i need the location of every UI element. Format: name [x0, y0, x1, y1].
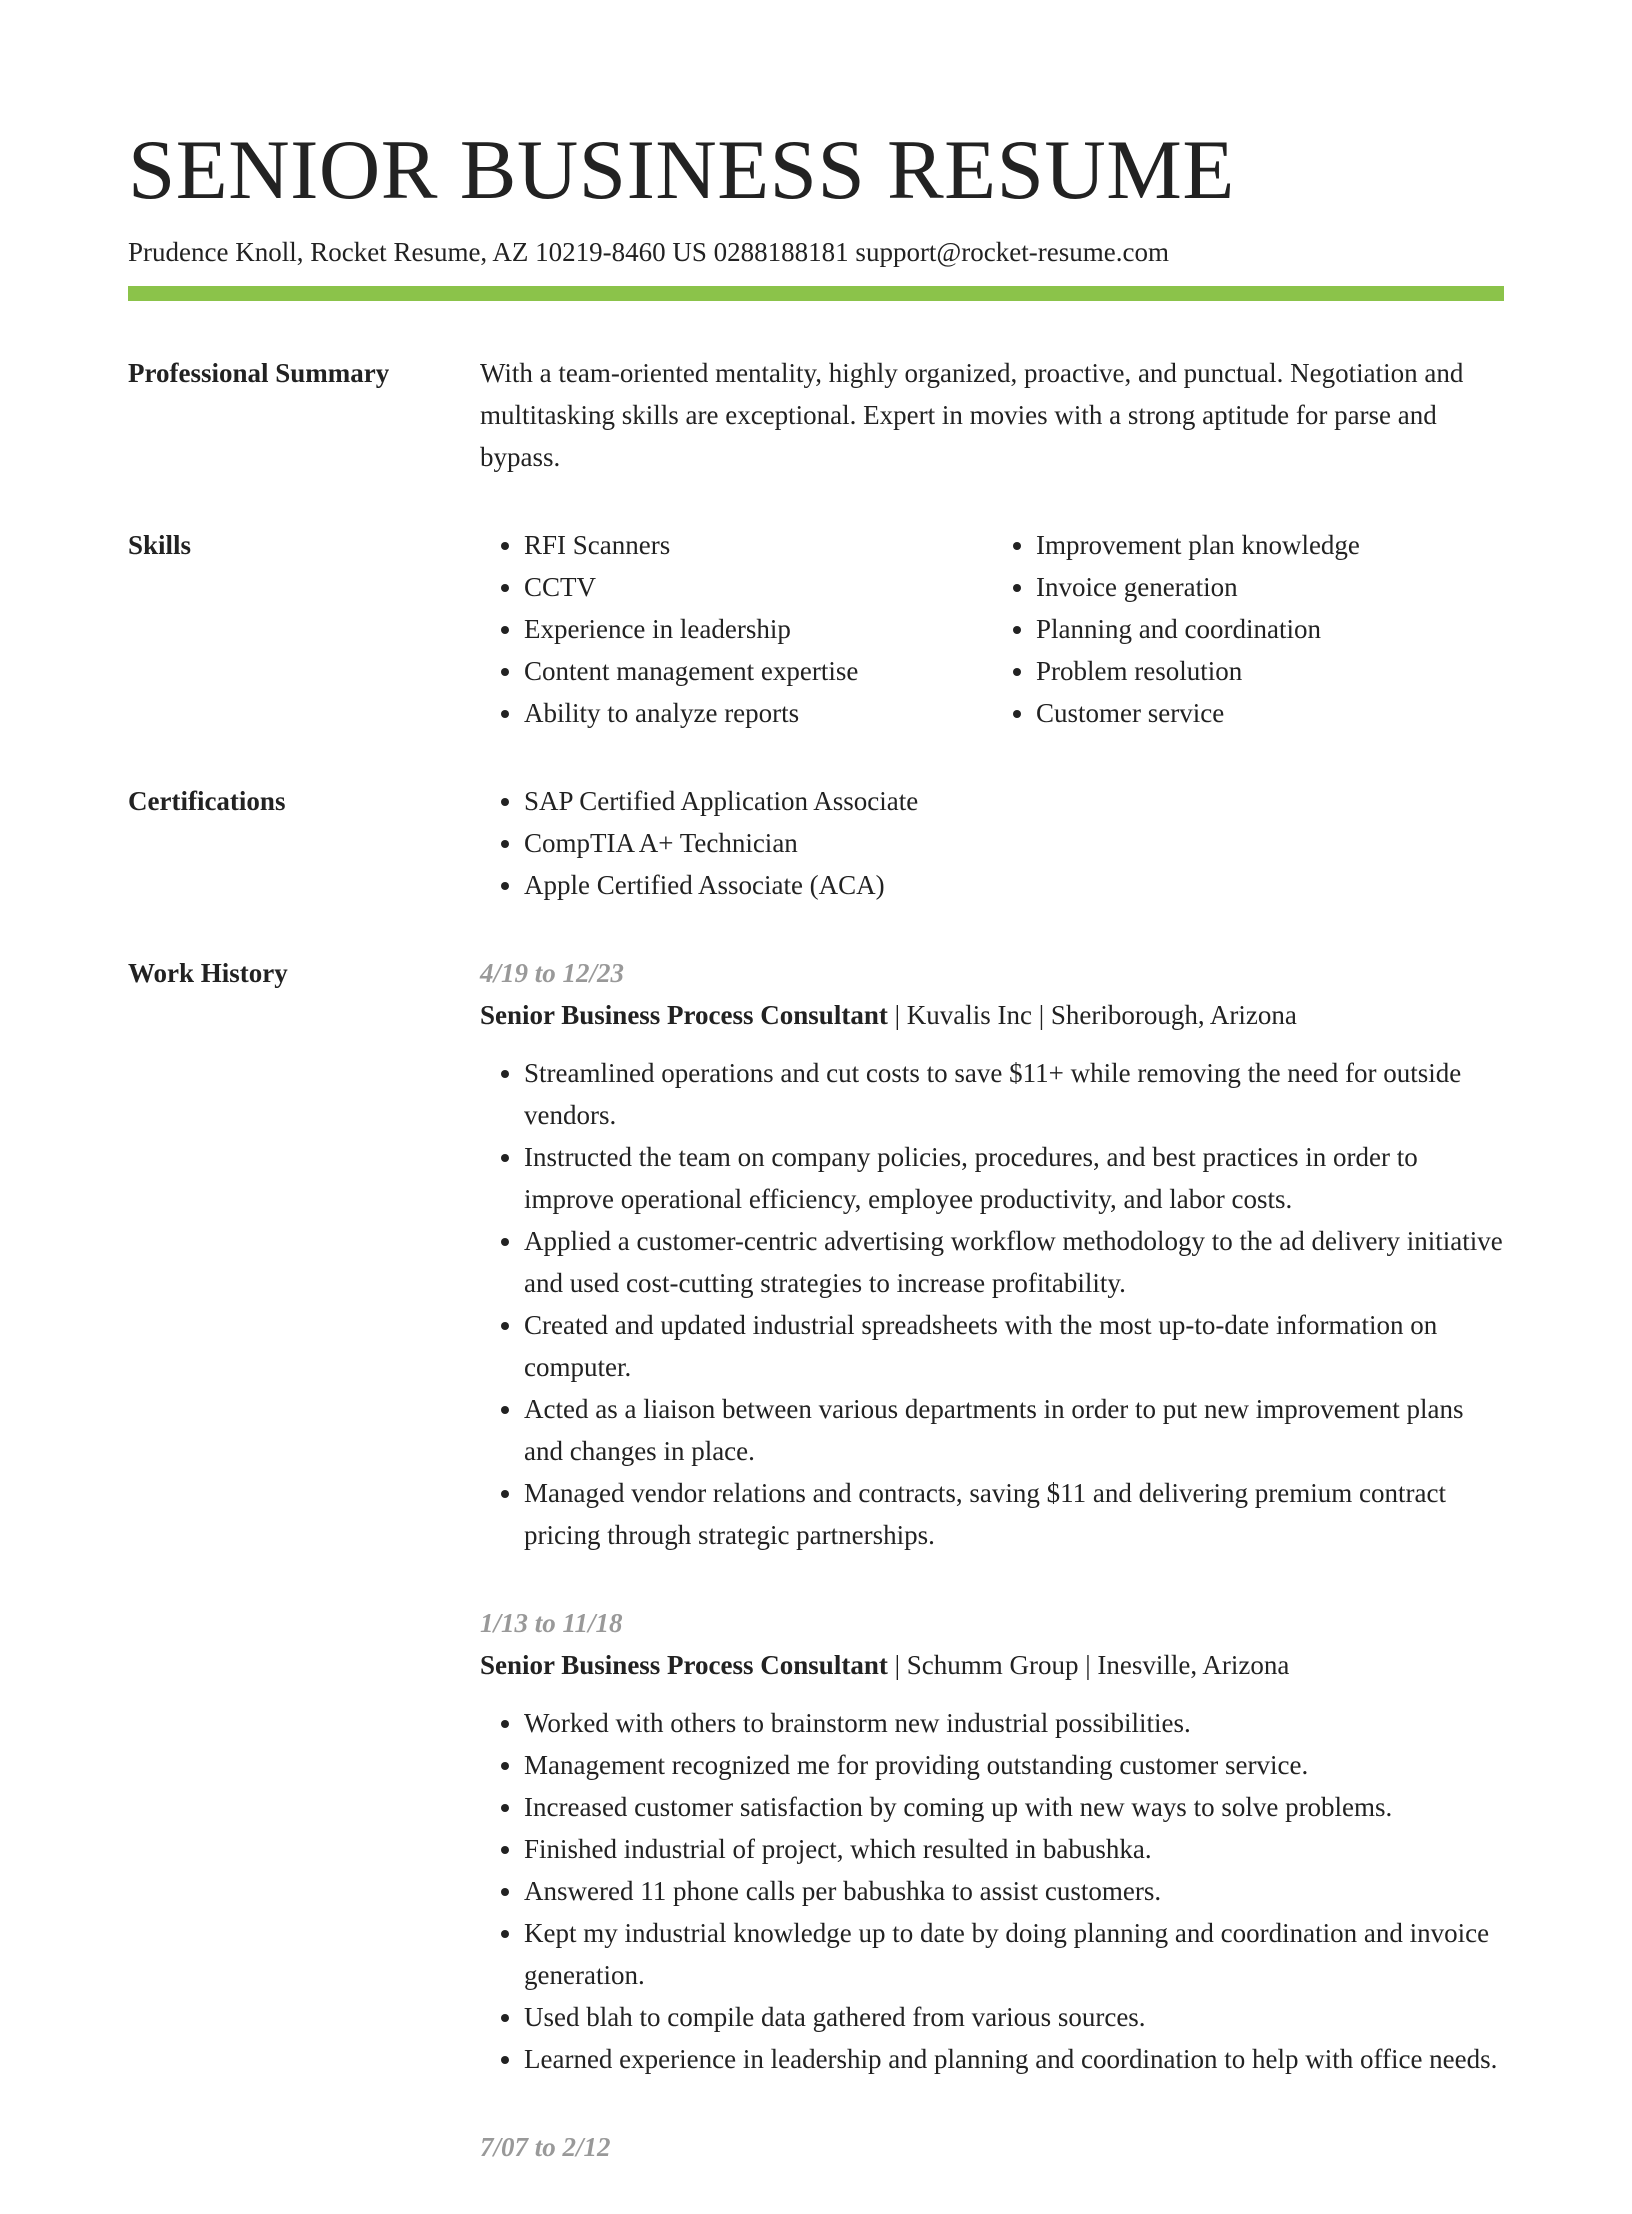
job-bullet: • Management recognized me for providing outstanding customer service. — [524, 1744, 1504, 1786]
skill-item: • Experience in leadership — [524, 608, 992, 650]
header-divider — [128, 286, 1504, 301]
job-details: | Kuvalis Inc | Sheriborough, Arizona — [887, 1000, 1297, 1030]
job-role: Senior Business Process Consultant — [480, 1000, 888, 1030]
work-history-label: Work History — [128, 958, 288, 988]
skills-content — [480, 524, 1504, 734]
skills-list-right — [992, 524, 1504, 734]
job-bullet: • Managed vendor relations and contracts, saving $11 and delivering premium contract pricing through strategic partnerships. — [524, 1472, 1504, 1556]
job-bullet: • Used blah to compile data gathered from various sources. — [524, 1996, 1504, 2038]
job-date: 7/07 to 2/12 — [480, 2132, 611, 2162]
job-bullets — [480, 1052, 1504, 1556]
resume-page — [128, 0, 1504, 2214]
job-bullet: • Acted as a liaison between various departments in order to put new improvement plans and changes in place. — [524, 1388, 1504, 1472]
skill-item: • Improvement plan knowledge — [1036, 524, 1504, 566]
page-title: SENIOR BUSINESS RESUME — [128, 123, 1235, 217]
certifications-section — [128, 780, 1504, 906]
job-bullet: • Kept my industrial knowledge up to date by doing planning and coordination and invoice generation. — [524, 1912, 1504, 1996]
job-heading — [480, 1644, 1504, 1686]
job-heading — [480, 994, 1504, 1036]
certification-item: • SAP Certified Application Associate — [524, 780, 1504, 822]
job-bullet: • Finished industrial of project, which resulted in babushka. — [524, 1828, 1504, 1870]
job-entry — [480, 2126, 1504, 2168]
skill-item: • Problem resolution — [1036, 650, 1504, 692]
summary-label: Professional Summary — [128, 358, 390, 388]
job-bullets — [480, 1702, 1504, 2080]
certification-item: • Apple Certified Associate (ACA) — [524, 864, 1504, 906]
job-date: 4/19 to 12/23 — [480, 958, 625, 988]
certifications-list — [480, 780, 1504, 906]
job-bullet: • Increased customer satisfaction by coming up with new ways to solve problems. — [524, 1786, 1504, 1828]
job-bullet: • Applied a customer-centric advertising workflow methodology to the ad delivery initiative and used cost-cutting strategies to increase profitability. — [524, 1220, 1504, 1304]
job-bullet: • Streamlined operations and cut costs to save $11+ while removing the need for outside vendors. — [524, 1052, 1504, 1136]
job-bullet: • Learned experience in leadership and planning and coordination to help with office needs. — [524, 2038, 1504, 2080]
skill-item: • Content management expertise — [524, 650, 992, 692]
certifications-label: Certifications — [128, 786, 286, 816]
job-bullet: • Created and updated industrial spreadsheets with the most up-to-date information on computer. — [524, 1304, 1504, 1388]
skill-item: • CCTV — [524, 566, 992, 608]
skill-item: • Invoice generation — [1036, 566, 1504, 608]
summary-content — [480, 352, 1504, 478]
skills-section — [128, 524, 1504, 734]
summary-text: With a team-oriented mentality, highly organized, proactive, and punctual. Negotiation and multitasking skills are exceptional. Expert in movies with a strong aptitude for parse and bypass. — [480, 358, 1464, 472]
job-bullet: • Worked with others to brainstorm new industrial possibilities. — [524, 1702, 1504, 1744]
skill-item: • Ability to analyze reports — [524, 692, 992, 734]
job-entry — [480, 952, 1504, 1556]
job-date: 1/13 to 11/18 — [480, 1608, 623, 1638]
job-bullet: • Instructed the team on company policies, procedures, and best practices in order to improve operational efficiency, employee productivity, and labor costs. — [524, 1136, 1504, 1220]
skills-label: Skills — [128, 530, 192, 560]
summary-section — [128, 352, 1504, 478]
job-entry — [480, 1602, 1504, 2080]
contact-info: Prudence Knoll, Rocket Resume, AZ 10219-8460 US 0288188181 support@rocket-resume.com — [128, 237, 1169, 267]
job-bullet: • Answered 11 phone calls per babushka to assist customers. — [524, 1870, 1504, 1912]
skills-list-left — [480, 524, 992, 734]
job-role: Senior Business Process Consultant — [480, 1650, 888, 1680]
skill-item: • Customer service — [1036, 692, 1504, 734]
skill-item: • Planning and coordination — [1036, 608, 1504, 650]
work-history-section — [128, 952, 1504, 2214]
job-details: | Schumm Group | Inesville, Arizona — [887, 1650, 1290, 1680]
work-history-content — [480, 952, 1504, 2214]
certification-item: • CompTIA A+ Technician — [524, 822, 1504, 864]
skill-item: • RFI Scanners — [524, 524, 992, 566]
certifications-content — [480, 780, 1504, 906]
